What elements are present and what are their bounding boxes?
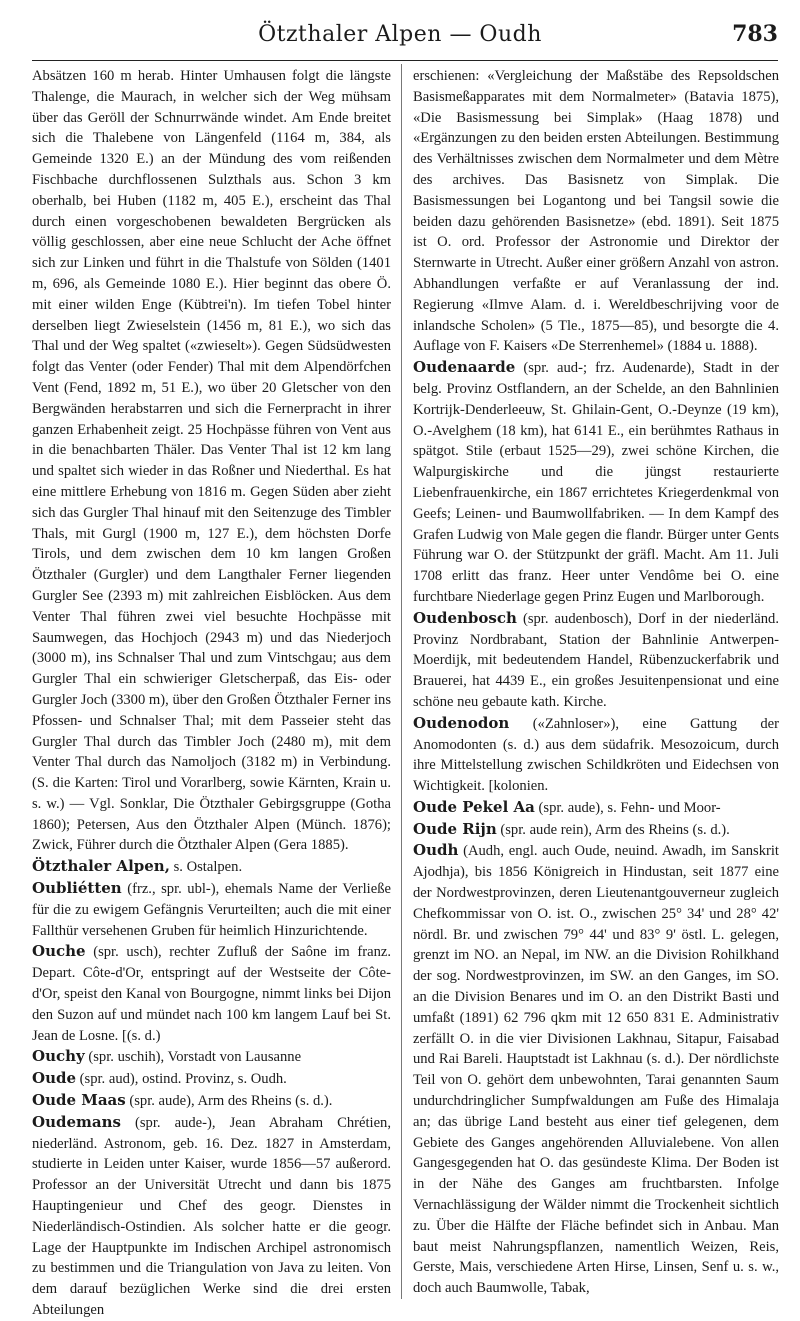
- entry-headword: Ötzthaler Alpen,: [32, 857, 170, 876]
- entry-body: («Zahnloser»), eine Gattung der Anomodonten (s. d.) aus dem südafrik. Mesozoicum, durch ihre Mittelstellung zwischen Schildkröten und Eidechsen von Wichtigkeit. [kolonien.: [413, 715, 780, 795]
- entry-headword: Ouchy: [32, 1047, 85, 1066]
- entry-headword: Oude: [32, 1069, 77, 1088]
- entry-body: erschienen: «Vergleichung der Maßstäbe des Repsoldschen Basismeßapparates mit dem Normalmeter» (Batavia 1875), «Die Basismessung bei Simplak» (Haag 1878) und «Ergänzungen zu den beiden ersten Abteilungen. Bestimmung des Verhältnisses zwischen dem Normalmeter und dem Mètre des archives. Das Basisnetz von Simplak. Die Basismessungen bei Logantong und bei Tangsil sowie die beiden dazu gehörenden Basisnetze» (ebd. 1891). Seit 1875 ist O. ord. Professor der Astronomie und Direktor der Sternwarte in Utrecht. Außer einer größern Anzahl von astron. Abhandlungen verfaßte er auf Veranlassung der ind. Regierung «Ilmve Alam. d. i. Wereldbeschrijving voor de inlandsche Scholen» (5 Tle., 1875—85), und besorgte die 4. Auflage von F. Kaisers «De Sterrenhemel» (1884 u. 1888).: [413, 68, 779, 355]
- dictionary-entry: [32, 1068, 391, 1090]
- dictionary-entry: [413, 819, 779, 841]
- entry-body: (spr. uschih), Vorstadt von Lausanne: [88, 1049, 302, 1066]
- entry-body: (spr. aude rein), Arm des Rheins (s. d.).: [500, 821, 730, 838]
- entry-body: (Audh, engl. auch Oude, neuind. Awadh, im Sanskrit Ajodhja), bis 1856 Königreich in Hindustan, seit 1877 eine der Nordwestprovinzen, deren Lieutenantgouverneur zugleich Chefkommissar von O. ist. O., zwischen 25° 34' und 28° 42' nördl. Br. und zwischen 79° 44' und 83° 9' östl. L. gelegen, grenzt im NO. an Nepal, im NW. an die Division Rohilkhand der sog. Nordwestprovinzen, im SW. an den Ganges, im SO. an die Division Benares und im O. an den Distrikt Basti und umfaßt (1891) 62 796 qkm mit 12 650 831 E. Administrativ zerfällt O. in die vier Divisionen Lakhnau, Sitapur, Faisabad und Rai Bareli. Hauptstadt ist Lakhnau (s. d.). Der nördlichste Teil von O. gehört dem unbewohnten, Tarai genannten Saum undurchdringlicher Sumpfwaldungen am Fuße des Himalaja an; das übrige Land besteht aus einer tief gelegenen, dem Gebiete des Ganges angehörenden Alluvialebene. Von allen Gangesgegenden hat O. das gesündeste Klima. Der Boden ist in der Nähe des Ganges am fruchtbarsten. Infolge Vernachlässigung der Wälder nimmt die Trockenheit sichtlich zu. Über die Hälfte der Fläche befindet sich in Anbau. Man baut meist Nahrungspflanzen, namentlich Weizen, Reis, Gerste, Mais, verschiedene Arten Hirse, Linsen, Senf u. s. w., doch auch Baumwolle, Tabak,: [413, 843, 779, 1297]
- page-number: 783: [732, 21, 778, 47]
- entry-body: Absätzen 160 m herab. Hinter Umhausen folgt die längste Thalenge, die Maurach, in welcher sich der Weg mühsam über das Geröll der Schnurrwände windet. Am Ende breitet sich die Thalebene von Längenfeld (1164 m, 384, als Gemeinde 1320 E.) an der Mündung des vom reißenden Fischbache durchflossenen Sulzthals aus. Schon 3 km oberhalb, bei Huben (1182 m, 405 E.), erscheint das Thal durch einen vorgeschobenen bewaldeten Bergrücken als völlig geschlossen, aber eine neue Schlucht der Ache öffnet sich zur Linken und führt in die Thalstufe von Sölden (1401 m, 696, als Gemeinde 1080 E.). Hier beginnt das obere Ö. mit einer wilden Enge (Kübtrei'n). Im tiefen Tobel hinter derselben liegt Zwieselstein (1456 m, 81 E.), wo sich das Thal und der Weg spaltet («zwieselt»). Gegen Südsüdwesten folgt das Venter (oder Fender) Thal mit dem Alpendörfchen Vent (Fend, 1892 m, 51 E.), wo über 20 Gletscher von den Bergwänden herabstarren und sich die Fernerpracht in ihrer ganzen Erhabenheit zeigt. 25 Hochpässe führen von Vent aus in die benachbarten Thäler. Das Venter Thal ist 12 km lang und spaltet sich wieder in das Roßner und Niederthal. Es hat eine mittlere Erhebung von 1816 m. Gegen Süden aber zieht sich das Gurgler Thal hinauf mit den Seitenzuge des Timbler Thals, mit Gurgl (1900 m, 127 E.), dem höchsten Dorfe Tirols, und dem zwischen dem 10 km langen Großen Ötzthaler (Gurgler) und dem Langthaler Ferner liegenden Gurgler See (2393 m) mit zahlreichen Eisblöcken. Aus dem Venter Thal führen zwei viel besuchte Hochpässe mit Saumwegen, das Hochjoch (2943 m) und das Niederjoch (3000 m), ins Schnalser Thal und zum Vintschgau; aus dem Gurgler Thal ein schwieriger Gletscherpaß, das Eis- oder Gurgler Joch (3300 m), über den Großen Ötzthaler Ferner ins Pfossen- und Schnalser Thal; mit dem Passeier steht das Gurgler Thal durch das Timbler Joch (2480 m), mit dem Venter Thal durch das Namoljoch (3182 m) in Verbindung. (S. die Karten: Tirol und Vorarlberg, sowie Kärnten, Krain u. s. w.) — Vgl. Sonklar, Die Ötzthaler Gebirgsgruppe (Gotha 1860); Petersen, Aus den Ötzthaler Alpen (Münch. 1876); Zwick, Führer durch die Ötzthaler Alpen (Gera 1885).: [32, 68, 391, 854]
- entry-headword: Ouche: [32, 942, 86, 961]
- entry-headword: Oude Pekel Aa: [413, 797, 535, 816]
- dictionary-entry: [32, 1090, 391, 1112]
- entry-headword: Oubliétten: [32, 879, 122, 898]
- dictionary-entry: [32, 1046, 391, 1068]
- column-divider: [401, 64, 402, 1299]
- running-title: Ötzthaler Alpen — Oudh: [258, 22, 542, 47]
- right-column: [413, 66, 779, 1301]
- entry-body: (spr. aude-), Jean Abraham Chrétien, niederländ. Astronom, geb. 16. Dez. 1827 in Amsterdam, studierte in Leiden unter Kaiser, wurde 1856—57 außerord. Professor an der Universität Utrecht und dann bis 1875 Hauptingenieur und Chef des geogr. Dienstes in Niederländisch-Ostindien. Als solcher hatte er die geogr. Lage der Hauptpunkte im Indischen Archipel astronomisch zu bestimmen und die Triangulation von Java zu leiten. Von dem darauf bezüglichen Werke sind die drei ersten Abteilungen: [32, 1114, 392, 1319]
- entry-body: (spr. aud-; frz. Audenarde), Stadt in der belg. Provinz Ostflandern, an der Schelde, an den Bahnlinien Kortrijk-Denderleeuw, St. Ghilain-Gent, O.-Deynze (19 km), O.-Avelghem (18 km), hat 6141 E., ein berühmtes Rathaus in spätgot. Stile (erbaut 1525—29), zwei schöne Kirchen, die Walpurgiskirche und die jüngst restaurierte Liebenfrauenkirche, ein 1867 errichtetes Kriegerdenkmal von Geefs; Leinen- und Baumwollfabriken. — In dem Kampf des Grafen Ludwig von Male gegen die flandr. Bürger unter Gents Führung war O. der Stützpunkt der gräfl. Macht. Am 11. Juli 1708 erlitt das franz. Heer unter Vendôme bei O. eine furchtbare Niederlage gegen Prinz Eugen und Marlborough.: [413, 360, 779, 605]
- entry-body: (spr. aude), Arm des Rheins (s. d.).: [129, 1093, 333, 1110]
- header-rule: [32, 60, 778, 61]
- dictionary-entry: [413, 840, 779, 1299]
- entry-headword: Oudh: [413, 841, 459, 860]
- dictionary-entry: [413, 357, 779, 608]
- entry-body: (frz., spr. ubl-), ehemals Name der Verließe für die zu ewigem Gefängnis Verurteilten; auch die mit einer Fallthür versehenen Gruben für heimlich Hinzurichtende.: [32, 881, 391, 939]
- entry-headword: Oudenaarde: [413, 358, 516, 377]
- entry-headword: Oudemans: [32, 1112, 121, 1131]
- dictionary-entry: [32, 856, 391, 878]
- dictionary-entry: [413, 797, 779, 819]
- dictionary-entry: [32, 941, 391, 1046]
- entry-body: (spr. aude), s. Fehn- und Moor-: [538, 799, 721, 816]
- page-header: [0, 0, 800, 64]
- entry-headword: Oudenbosch: [413, 608, 517, 627]
- dictionary-entry: [32, 878, 391, 941]
- entry-body: (spr. audenbosch), Dorf in der niederländ. Provinz Nordbrabant, Station der Bahnlinie Antwerpen-Moerdijk, mit bedeutendem Handel, Rübenzuckerfabrik und Brauerei, hat 4439 E., ein großes Jesuitenpensionat und eine schöne neu gebaute kath. Kirche.: [413, 610, 779, 710]
- entry-headword: Oude Rijn: [413, 819, 497, 838]
- entry-body: (spr. aud), ostind. Provinz, s. Oudh.: [79, 1071, 287, 1088]
- dictionary-entry: [413, 608, 779, 713]
- dictionary-entry: [32, 1112, 391, 1321]
- dictionary-entry: [413, 66, 779, 357]
- dictionary-entry: [413, 713, 779, 797]
- entry-body: (spr. usch), rechter Zufluß der Saône im franz. Depart. Côte-d'Or, entspringt auf der Westseite der Côte-d'Or, speist den Kanal von Bourgogne, nimmt links bei Dijon den Suzon auf und mündet nach 100 km langem Lauf bei St. Jean de Losne. [(s. d.): [32, 944, 391, 1044]
- left-column: [32, 66, 392, 1319]
- entry-headword: Oude Maas: [32, 1091, 126, 1110]
- entry-body: s. Ostalpen.: [173, 859, 243, 876]
- entry-headword: Oudenodon: [413, 713, 510, 732]
- dictionary-entry: [32, 66, 391, 856]
